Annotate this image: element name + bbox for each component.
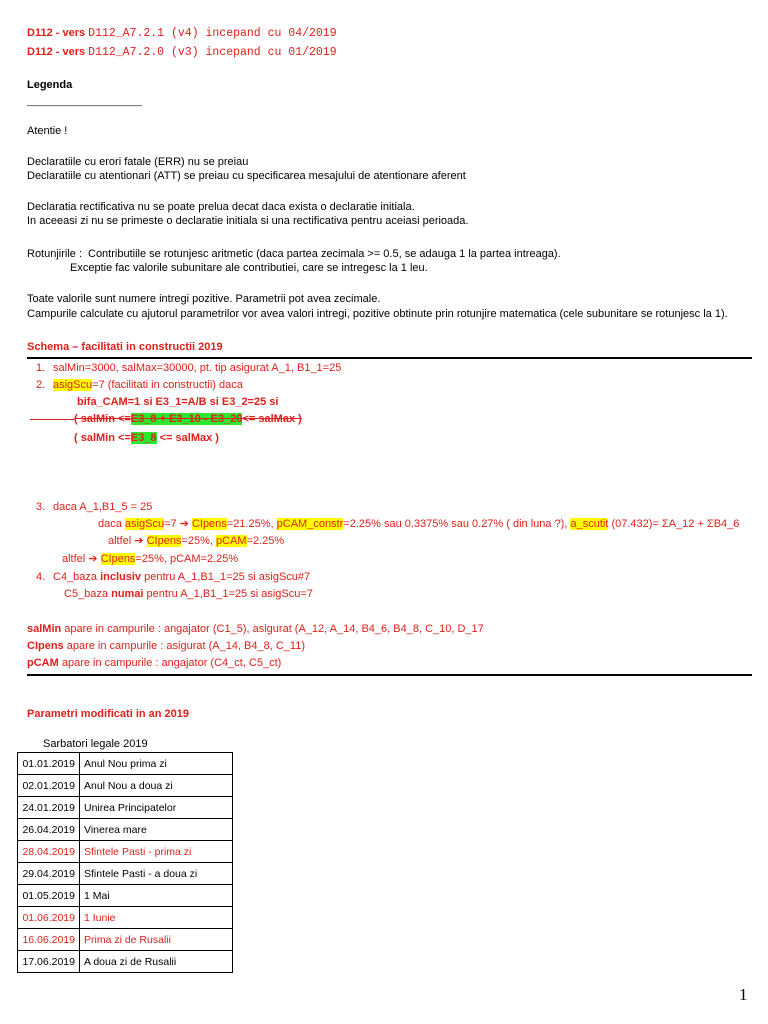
attention-label: Atentie ! [27,125,68,137]
item-3-line-3: altfel ➔ CIpens=25%, pCAM=2.25% [62,553,239,565]
table-row [18,753,233,775]
version-line-1 [27,27,337,40]
holiday-name: Vinerea mare [80,819,233,841]
item-2-text: asigScu=7 (facilitati in constructii) daca [53,379,243,391]
item-3-number: 3. [36,501,46,513]
item-1-number: 1. [36,362,46,374]
table-row [18,907,233,929]
values-text-1: Toate valorile sunt numere intregi pozitive. Parametrii pot avea zecimale. [27,293,381,305]
holiday-name: A doua zi de Rusalii [80,951,233,973]
struck-text-start: ( salMin <= [74,413,131,425]
holiday-name: Sfintele Pasti - prima zi [80,841,233,863]
holiday-name: Anul Nou a doua zi [80,775,233,797]
table-row [18,819,233,841]
green-highlight: E3_8 [130,432,157,444]
table-row [18,885,233,907]
note-att: Declaratiile cu atentionari (ATT) se preiau cu specificarea mesajului de atentionare aferent [27,170,466,182]
item-1-text: salMin=3000, salMax=30000, pt. tip asigurat A_1, B1_1=25 [53,362,342,374]
holiday-date: 26.04.2019 [18,819,80,841]
item-4-line-1: C4_baza inclusiv pentru A_1,B1_1=25 si asigScu#7 [53,571,311,583]
holiday-date: 17.06.2019 [18,951,80,973]
holiday-date: 01.01.2019 [18,753,80,775]
legend-title: Legenda [27,79,73,91]
asigscu-highlight: asigScu [53,379,93,391]
struck-green-highlight: E3_8 + E3_10 - E3_20 [130,413,243,425]
values-text-2: Campurile calculate cu ajutorul parametrilor vor avea valori intregi, pozitive obtinute prin rotunjire matematica (cele subunitare se rotunjesc la 1). [27,308,728,320]
holiday-date: 29.04.2019 [18,863,80,885]
schema-bottom-rule [27,674,752,676]
holiday-name: Sfintele Pasti - a doua zi [80,863,233,885]
item-4-line-2: C5_baza numai pentru A_1,B1_1=25 si asigScu=7 [64,588,313,600]
item-4-number: 4. [36,571,46,583]
item-3-text: daca A_1,B1_5 = 25 [53,501,153,513]
holiday-date: 01.05.2019 [18,885,80,907]
holiday-date: 02.01.2019 [18,775,80,797]
schema-title: Schema – facilitati in constructii 2019 [27,341,223,353]
item-2-struck-line [70,413,302,426]
version-code: D112_A7.2.0 (v3) incepand cu 01/2019 [88,46,337,59]
table-row [18,775,233,797]
item-2-condition: bifa_CAM=1 si E3_1=A/B si E3_2=25 si [77,396,279,408]
version-prefix: D112 - vers [27,27,86,39]
holiday-name: Unirea Principatelor [80,797,233,819]
table-row [18,929,233,951]
note-rect-1: Declaratia rectificativa nu se poate prelua decat daca exista o declaratie initiala. [27,201,415,213]
holiday-name: 1 Mai [80,885,233,907]
holiday-date: 24.01.2019 [18,797,80,819]
table-row [18,797,233,819]
holidays-table [17,752,233,973]
rounding-label: Rotunjirile : [27,248,83,260]
holiday-name: 1 Iunie [80,907,233,929]
item-2-condition-2: ( salMin <=E3_8 <= salMax ) [74,432,219,444]
struck-text-end: <= salMax ) [242,413,302,425]
params-title: Parametri modificati in an 2019 [27,708,190,720]
note-rect-2: In aceeasi zi nu se primeste o declaratie initiala si una rectificativa pentru aceiasi perioada. [27,215,469,227]
page-number: 1 [739,985,748,1004]
table-row [18,951,233,973]
note-err: Declaratiile cu erori fatale (ERR) nu se preiau [27,156,249,168]
item-2-number: 2. [36,379,46,391]
strike-lead-line [30,419,74,420]
holiday-date: 28.04.2019 [18,841,80,863]
version-code: D112_A7.2.1 (v4) incepand cu 04/2019 [88,27,337,40]
appear-pcam: pCAM apare in campurile : angajator (C4_ct, C5_ct) [27,657,282,669]
rounding-text-2: Exceptie fac valorile subunitare ale contributiei, care se intregesc la 1 leu. [70,262,428,274]
version-prefix: D112 - vers [27,46,86,58]
holiday-date: 01.06.2019 [18,907,80,929]
item-3-line-1: daca asigScu=7 ➔ CIpens=21.25%, pCAM_constr=2.25% sau 0.3375% sau 0.27% ( din luna ?), a_scutit (07.432)= ΣA_12 + ΣB4_6 [98,518,740,530]
appear-salmin: salMin apare in campurile : angajator (C1_5), asigurat (A_12, A_14, B4_6, B4_8, C_10, D_17 [27,623,484,635]
item-3-line-2: altfel ➔ CIpens=25%, pCAM=2.25% [108,535,285,547]
table-row [18,863,233,885]
appear-clpens: CIpens apare in campurile : asigurat (A_14, B4_8, C_11) [27,640,306,652]
version-line-2 [27,46,337,59]
holiday-date: 16.06.2019 [18,929,80,951]
holidays-caption: Sarbatori legale 2019 [43,738,148,750]
table-row [18,841,233,863]
schema-top-rule [27,357,752,359]
rounding-text-1: Contributiile se rotunjesc aritmetic (daca partea zecimala >= 0.5, se adauga 1 la partea intreaga). [88,248,561,260]
legend-underline: _______________________ [27,96,143,106]
holiday-name: Prima zi de Rusalii [80,929,233,951]
holiday-name: Anul Nou prima zi [80,753,233,775]
